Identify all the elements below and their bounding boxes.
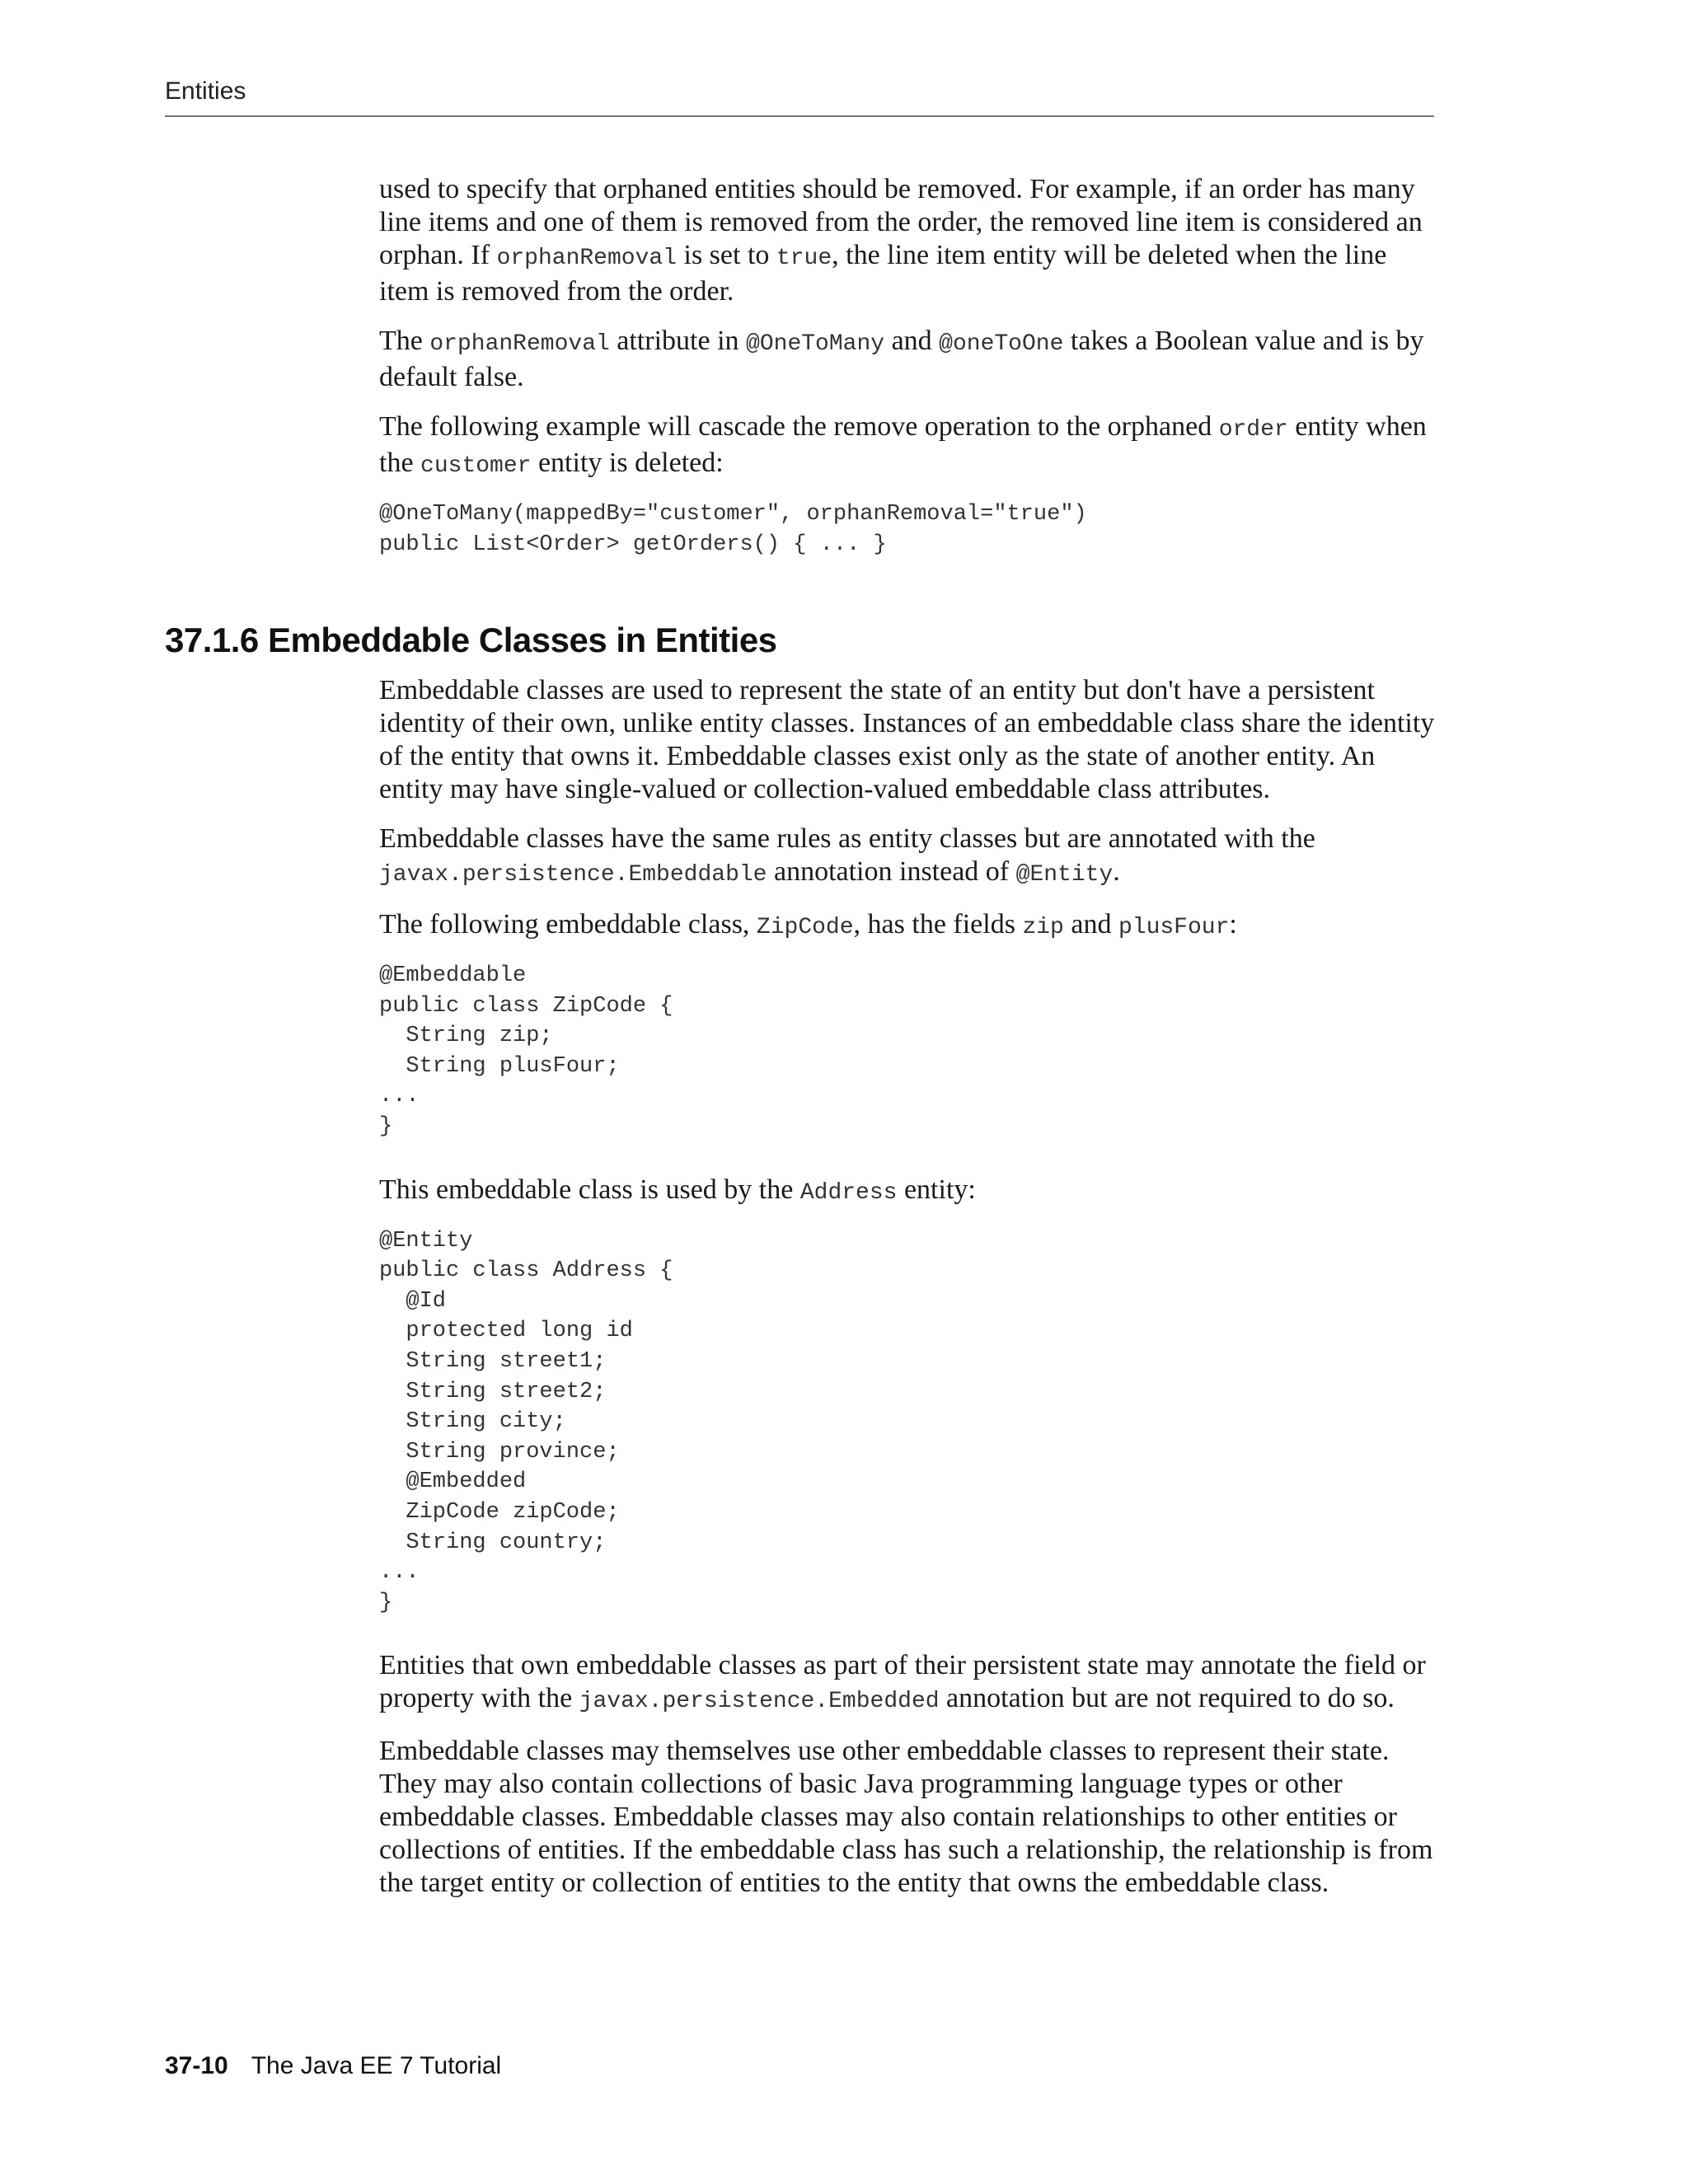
text: entity:: [897, 1174, 976, 1205]
inline-code: true: [776, 246, 832, 271]
inline-code: @oneToOne: [939, 331, 1064, 357]
page-footer: [165, 2052, 501, 2080]
text: takes a Boolean value and is by default false.: [379, 326, 1424, 392]
text: is set to: [677, 240, 776, 270]
inline-code: customer: [420, 453, 532, 479]
section-number: 37.1.6: [165, 621, 259, 659]
inline-code: @Entity: [1015, 862, 1114, 888]
text: .: [1113, 856, 1120, 887]
section-content: [379, 674, 1438, 1916]
text: annotation but are not required to do so.: [939, 1683, 1395, 1714]
inline-code: javax.persistence.Embeddable: [379, 862, 767, 888]
text: and: [884, 326, 940, 356]
zipcode-intro-paragraph: [379, 908, 1438, 944]
text: The following embeddable class,: [379, 909, 757, 940]
text: and: [1063, 909, 1118, 940]
text: Embeddable classes have the same rules as entity classes but are annotated with the: [379, 823, 1315, 854]
text: :: [1229, 909, 1237, 940]
code-block-zipcode: @Embeddable public class ZipCode { String zip; String plusFour; ... }: [379, 963, 673, 1139]
inline-code: orphanRemoval: [496, 246, 677, 271]
embedded-annotation-paragraph: [379, 1649, 1438, 1718]
text: annotation instead of: [767, 856, 1016, 887]
top-content: [379, 173, 1438, 591]
page-number: 37-10: [165, 2052, 228, 2079]
inline-code: zip: [1022, 915, 1064, 940]
text: The: [379, 326, 430, 356]
inline-code: ZipCode: [756, 915, 854, 940]
nested-embeddable-paragraph: Embeddable classes may themselves use other embeddable classes to represent their state. They may also contain collections of basic Java programming language types or other embeddable classes. Embeddable classes may also contain relationships to other entities or collections of entities. If the embeddable class has such a relationship, the relationship is from the target entity or collection of entities to the entity that owns the embeddable class.: [379, 1736, 1433, 1899]
inline-code: Address: [799, 1179, 898, 1206]
cascade-example-paragraph: [379, 410, 1438, 483]
code-block-orphan-removal: @OneToMany(mappedBy="customer", orphanRemoval="true") public List<Order> getOrders() { ... }: [379, 502, 1087, 557]
header-divider: [165, 115, 1434, 117]
orphan-removal-paragraph: [379, 173, 1438, 308]
embeddable-rules-paragraph: [379, 823, 1438, 892]
text: attribute in: [609, 326, 747, 356]
address-intro-paragraph: [379, 1174, 1438, 1210]
text: used to specify that orphaned entities should be removed. For example, if an order has many line items and one of them is removed from the order, the removed line item is considered an orphan. If: [379, 174, 1423, 270]
inline-code: plusFour: [1118, 915, 1230, 940]
book-title: The Java EE 7 Tutorial: [251, 2052, 502, 2079]
code-block-address: @Entity public class Address { @Id protected long id String street1; String street2; String city; String province; @Embedded ZipCode zipCode; String country; ... }: [379, 1228, 673, 1615]
inline-code: @OneToMany: [746, 331, 885, 357]
running-header: Entities: [165, 77, 246, 105]
text: entity when the: [379, 411, 1427, 478]
section-title: Embeddable Classes in Entities: [268, 621, 777, 659]
text: , the line item entity will be deleted when the line item is removed from the order.: [379, 240, 1387, 307]
orphan-removal-attribute-paragraph: [379, 325, 1438, 394]
text: , has the fields: [853, 909, 1023, 940]
inline-code: order: [1218, 417, 1288, 443]
inline-code: orphanRemoval: [429, 331, 610, 357]
text: This embeddable class is used by the: [379, 1174, 800, 1205]
text: The following example will cascade the remove operation to the orphaned: [379, 411, 1219, 442]
embeddable-intro-paragraph: Embeddable classes are used to represent the state of an entity but don't have a persistent identity of their own, unlike entity classes. Instances of an embeddable class share the identity of the entity that owns it. Embeddable classes exist only as the state of another entity. An entity may have single-valued or collection-valued embeddable class attributes.: [379, 675, 1435, 804]
text: Entities that own embeddable classes as part of their persistent state may annotate the field or property with the: [379, 1650, 1426, 1714]
inline-code: javax.persistence.Embedded: [579, 1689, 940, 1715]
text: entity is deleted:: [531, 448, 724, 478]
section-heading: [165, 620, 777, 661]
